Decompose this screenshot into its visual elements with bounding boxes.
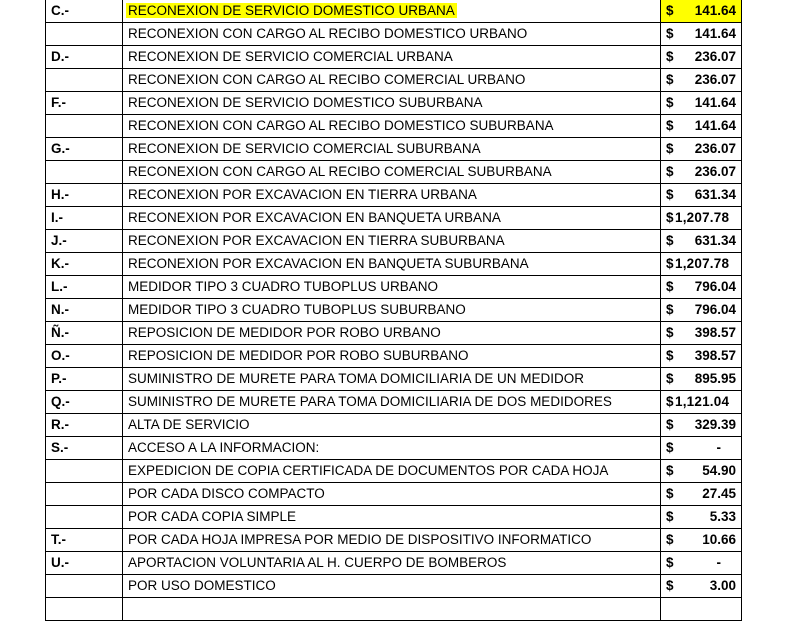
table-row bbox=[46, 23, 742, 46]
table-row bbox=[46, 253, 742, 276]
table-row bbox=[46, 161, 742, 184]
table-row bbox=[46, 506, 742, 529]
currency-symbol: $ bbox=[666, 72, 674, 87]
row-description bbox=[123, 529, 661, 552]
row-amount bbox=[661, 552, 742, 575]
row-code: I.- bbox=[46, 207, 123, 230]
currency-symbol: $ bbox=[666, 118, 674, 133]
row-description bbox=[123, 253, 661, 276]
row-code bbox=[46, 506, 123, 529]
currency-symbol: $ bbox=[666, 233, 674, 248]
row-code bbox=[46, 575, 123, 598]
row-description-text: RECONEXION CON CARGO AL RECIBO DOMESTICO SUBURBANA bbox=[128, 118, 554, 133]
row-code: P.- bbox=[46, 368, 123, 391]
table-row bbox=[46, 230, 742, 253]
table-row bbox=[46, 138, 742, 161]
row-code: U.- bbox=[46, 552, 123, 575]
row-description bbox=[123, 414, 661, 437]
row-description-text: REPOSICION DE MEDIDOR POR ROBO SUBURBANO bbox=[128, 348, 469, 363]
row-amount bbox=[661, 115, 742, 138]
amount-value: 236.07 bbox=[694, 141, 736, 156]
row-description-text: APORTACION VOLUNTARIA AL H. CUERPO DE BOMBEROS bbox=[128, 555, 507, 570]
currency-symbol: $ bbox=[666, 486, 674, 501]
amount-value: 631.34 bbox=[694, 187, 736, 202]
row-code bbox=[46, 460, 123, 483]
row-description-text: RECONEXION POR EXCAVACION EN BANQUETA URBANA bbox=[128, 210, 501, 225]
row-amount bbox=[661, 161, 742, 184]
row-code bbox=[46, 23, 123, 46]
amount-value: 1,207.78 bbox=[675, 210, 730, 225]
row-amount bbox=[661, 575, 742, 598]
row-amount bbox=[661, 92, 742, 115]
row-code: N.- bbox=[46, 299, 123, 322]
row-amount bbox=[661, 506, 742, 529]
currency-symbol: $ bbox=[666, 49, 674, 64]
table-row bbox=[46, 69, 742, 92]
row-code: H.- bbox=[46, 184, 123, 207]
table-row bbox=[46, 529, 742, 552]
table-row bbox=[46, 345, 742, 368]
row-description bbox=[123, 299, 661, 322]
row-amount bbox=[661, 299, 742, 322]
row-amount bbox=[661, 460, 742, 483]
row-code: F.- bbox=[46, 92, 123, 115]
amount-value: 1,121.04 bbox=[675, 394, 730, 409]
row-amount bbox=[661, 230, 742, 253]
row-description bbox=[123, 345, 661, 368]
amount-value: 398.57 bbox=[694, 325, 736, 340]
row-amount bbox=[661, 138, 742, 161]
row-description-text: RECONEXION CON CARGO AL RECIBO COMERCIAL URBANO bbox=[128, 72, 526, 87]
currency-symbol: $ bbox=[666, 256, 674, 271]
currency-symbol: $ bbox=[666, 95, 674, 110]
row-description-text: SUMINISTRO DE MURETE PARA TOMA DOMICILIARIA DE DOS MEDIDORES bbox=[128, 394, 612, 409]
row-code: S.- bbox=[46, 437, 123, 460]
amount-value: 329.39 bbox=[694, 417, 736, 432]
row-description-text: RECONEXION CON CARGO AL RECIBO COMERCIAL SUBURBANA bbox=[128, 164, 552, 179]
table-row bbox=[46, 483, 742, 506]
row-description bbox=[123, 230, 661, 253]
table-row bbox=[46, 368, 742, 391]
row-code bbox=[46, 483, 123, 506]
currency-symbol: $ bbox=[666, 279, 674, 294]
row-description-text: REPOSICION DE MEDIDOR POR ROBO URBANO bbox=[128, 325, 441, 340]
currency-symbol: $ bbox=[666, 440, 674, 455]
currency-symbol: $ bbox=[666, 371, 674, 386]
currency-symbol: $ bbox=[666, 325, 674, 340]
row-description bbox=[123, 483, 661, 506]
row-description bbox=[123, 0, 661, 23]
row-description bbox=[123, 368, 661, 391]
table-row bbox=[46, 552, 742, 575]
row-amount bbox=[661, 23, 742, 46]
row-description bbox=[123, 115, 661, 138]
table-row bbox=[46, 437, 742, 460]
row-code bbox=[46, 161, 123, 184]
row-amount bbox=[661, 345, 742, 368]
amount-value: 5.33 bbox=[709, 509, 736, 524]
row-code: R.- bbox=[46, 414, 123, 437]
currency-symbol: $ bbox=[666, 578, 674, 593]
row-description-text: RECONEXION POR EXCAVACION EN BANQUETA SUBURBANA bbox=[128, 256, 529, 271]
table-row bbox=[46, 391, 742, 414]
row-amount bbox=[661, 69, 742, 92]
row-description bbox=[123, 184, 661, 207]
row-description bbox=[123, 322, 661, 345]
table-row bbox=[46, 184, 742, 207]
row-code: D.- bbox=[46, 46, 123, 69]
row-code: L.- bbox=[46, 276, 123, 299]
currency-symbol: $ bbox=[666, 555, 674, 570]
row-description bbox=[123, 437, 661, 460]
row-amount bbox=[661, 391, 742, 414]
amount-value: 398.57 bbox=[694, 348, 736, 363]
row-amount bbox=[661, 598, 742, 621]
row-code: O.- bbox=[46, 345, 123, 368]
amount-value: 796.04 bbox=[694, 279, 736, 294]
amount-value: - bbox=[716, 440, 721, 455]
table-row bbox=[46, 299, 742, 322]
currency-symbol: $ bbox=[666, 164, 674, 179]
row-description bbox=[123, 161, 661, 184]
currency-symbol: $ bbox=[666, 463, 674, 478]
row-code bbox=[46, 598, 123, 621]
table-row bbox=[46, 575, 742, 598]
table-row bbox=[46, 115, 742, 138]
row-code: J.- bbox=[46, 230, 123, 253]
row-description-text: SUMINISTRO DE MURETE PARA TOMA DOMICILIARIA DE UN MEDIDOR bbox=[128, 371, 585, 386]
amount-value: 141.64 bbox=[694, 26, 736, 41]
row-amount bbox=[661, 368, 742, 391]
row-code: C.- bbox=[46, 0, 123, 23]
table-row bbox=[46, 92, 742, 115]
row-amount bbox=[661, 437, 742, 460]
currency-symbol: $ bbox=[666, 417, 674, 432]
row-description-text: POR CADA DISCO COMPACTO bbox=[128, 486, 325, 501]
row-description-text: POR CADA HOJA IMPRESA POR MEDIO DE DISPOSITIVO INFORMATICO bbox=[128, 532, 592, 547]
tariff-table bbox=[45, 0, 742, 621]
row-code bbox=[46, 69, 123, 92]
row-description-text: ACCESO A LA INFORMACION: bbox=[128, 440, 320, 455]
amount-value: 27.45 bbox=[702, 486, 736, 501]
currency-symbol: $ bbox=[666, 348, 674, 363]
row-code: Ñ.- bbox=[46, 322, 123, 345]
currency-symbol: $ bbox=[666, 3, 674, 18]
amount-value: 10.66 bbox=[702, 532, 736, 547]
table-row bbox=[46, 598, 742, 621]
row-description bbox=[123, 552, 661, 575]
amount-value: 141.64 bbox=[694, 118, 736, 133]
tariff-table-body bbox=[46, 0, 742, 621]
row-description bbox=[123, 460, 661, 483]
row-description-text: RECONEXION POR EXCAVACION EN TIERRA SUBURBANA bbox=[128, 233, 505, 248]
row-amount bbox=[661, 207, 742, 230]
currency-symbol: $ bbox=[666, 141, 674, 156]
table-row bbox=[46, 0, 742, 23]
currency-symbol: $ bbox=[666, 302, 674, 317]
table-row bbox=[46, 414, 742, 437]
amount-value: 796.04 bbox=[694, 302, 736, 317]
row-code: K.- bbox=[46, 253, 123, 276]
row-code bbox=[46, 115, 123, 138]
table-row bbox=[46, 460, 742, 483]
row-amount bbox=[661, 253, 742, 276]
row-amount bbox=[661, 529, 742, 552]
row-description bbox=[123, 207, 661, 230]
row-description bbox=[123, 138, 661, 161]
row-description bbox=[123, 23, 661, 46]
amount-value: 141.64 bbox=[694, 3, 736, 18]
row-amount bbox=[661, 414, 742, 437]
row-description-text: ALTA DE SERVICIO bbox=[128, 417, 250, 432]
currency-symbol: $ bbox=[666, 532, 674, 547]
row-description-text: RECONEXION DE SERVICIO DOMESTICO URBANA bbox=[128, 3, 455, 18]
row-description bbox=[123, 598, 661, 621]
amount-value: 895.95 bbox=[694, 371, 736, 386]
amount-value: 236.07 bbox=[694, 72, 736, 87]
amount-value: 1,207.78 bbox=[675, 256, 730, 271]
row-description-text: MEDIDOR TIPO 3 CUADRO TUBOPLUS SUBURBANO bbox=[128, 302, 466, 317]
row-description-text: EXPEDICION DE COPIA CERTIFICADA DE DOCUMENTOS POR CADA HOJA bbox=[128, 463, 609, 478]
amount-value: 236.07 bbox=[694, 49, 736, 64]
row-description-text: POR CADA COPIA SIMPLE bbox=[128, 509, 297, 524]
row-description-text: RECONEXION DE SERVICIO COMERCIAL SUBURBANA bbox=[128, 141, 481, 156]
row-code: Q.- bbox=[46, 391, 123, 414]
row-code: T.- bbox=[46, 529, 123, 552]
amount-value: 3.00 bbox=[709, 578, 736, 593]
row-description bbox=[123, 575, 661, 598]
currency-symbol: $ bbox=[666, 509, 674, 524]
table-row bbox=[46, 276, 742, 299]
row-description bbox=[123, 69, 661, 92]
row-description-text: RECONEXION DE SERVICIO DOMESTICO SUBURBANA bbox=[128, 95, 483, 110]
row-description bbox=[123, 506, 661, 529]
amount-value: 631.34 bbox=[694, 233, 736, 248]
row-description-text: POR USO DOMESTICO bbox=[128, 578, 276, 593]
row-description-text: RECONEXION DE SERVICIO COMERCIAL URBANA bbox=[128, 49, 453, 64]
currency-symbol: $ bbox=[666, 394, 674, 409]
row-amount bbox=[661, 184, 742, 207]
row-description bbox=[123, 276, 661, 299]
amount-value: - bbox=[716, 555, 721, 570]
amount-value: 141.64 bbox=[694, 95, 736, 110]
currency-symbol: $ bbox=[666, 26, 674, 41]
currency-symbol: $ bbox=[666, 210, 674, 225]
row-amount bbox=[661, 46, 742, 69]
row-description-text: RECONEXION POR EXCAVACION EN TIERRA URBANA bbox=[128, 187, 477, 202]
row-code: G.- bbox=[46, 138, 123, 161]
row-amount bbox=[661, 276, 742, 299]
currency-symbol: $ bbox=[666, 187, 674, 202]
row-description bbox=[123, 46, 661, 69]
table-row bbox=[46, 46, 742, 69]
amount-value: 236.07 bbox=[694, 164, 736, 179]
row-amount bbox=[661, 483, 742, 506]
row-description bbox=[123, 92, 661, 115]
table-row bbox=[46, 322, 742, 345]
row-description-text: MEDIDOR TIPO 3 CUADRO TUBOPLUS URBANO bbox=[128, 279, 439, 294]
row-amount bbox=[661, 0, 742, 23]
table-row bbox=[46, 207, 742, 230]
row-description bbox=[123, 391, 661, 414]
row-amount bbox=[661, 322, 742, 345]
row-description-text: RECONEXION CON CARGO AL RECIBO DOMESTICO URBANO bbox=[128, 26, 528, 41]
amount-value: 54.90 bbox=[702, 463, 736, 478]
